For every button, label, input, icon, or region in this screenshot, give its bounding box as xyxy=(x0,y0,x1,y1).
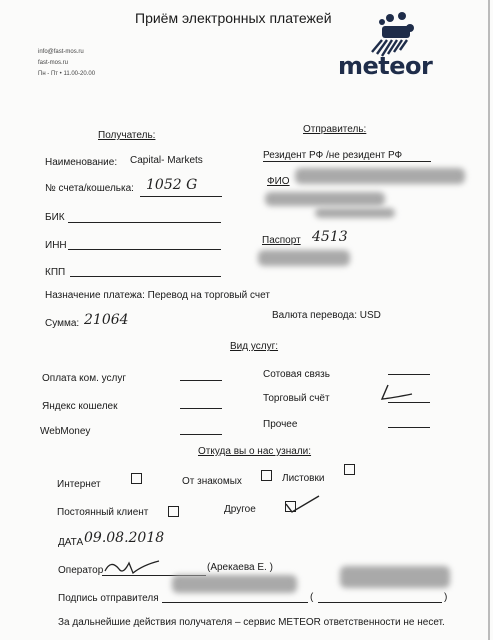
service-other: Прочее xyxy=(263,419,298,430)
sum-label: Сумма: xyxy=(45,318,80,329)
source-other: Другое xyxy=(224,504,256,515)
operator-redaction xyxy=(172,575,297,593)
inn-line xyxy=(68,249,221,250)
signature-redaction xyxy=(340,566,450,588)
source-leaflets: Листовки xyxy=(282,473,325,484)
passport-redaction xyxy=(258,250,350,266)
contact-email: info@fast-mos.ru xyxy=(38,49,84,55)
disclaimer: За дальнейшие действия получателя – сервис METEOR ответственности не несет. xyxy=(58,617,445,628)
passport-label: Паспорт xyxy=(262,235,301,246)
signature-line-2 xyxy=(318,602,442,603)
service-yandex-line xyxy=(180,408,222,409)
account-line xyxy=(140,196,222,197)
signature-paren-close: ) xyxy=(444,592,448,603)
recipient-name-label: Наименование: xyxy=(45,157,118,168)
service-webmoney-line xyxy=(180,434,222,435)
source-internet: Интернет xyxy=(57,479,101,490)
operator-signature-icon xyxy=(103,555,173,577)
friends-checkbox[interactable] xyxy=(261,470,272,481)
fio-redaction xyxy=(295,168,465,184)
sum-value: 21064 xyxy=(84,312,129,328)
service-mobile-line xyxy=(388,374,430,375)
scan-edge xyxy=(488,0,490,640)
kpp-line xyxy=(70,276,221,277)
date-label: ДАТА xyxy=(58,537,84,548)
source-regular: Постоянный клиент xyxy=(57,507,149,518)
internet-checkbox[interactable] xyxy=(131,473,142,484)
bik-line xyxy=(68,222,221,223)
recipient-name-value: Capital- Markets xyxy=(130,155,203,166)
inn-label: ИНН xyxy=(45,240,67,251)
kpp-label: КПП xyxy=(45,267,66,278)
resident-label: Резидент РФ /не резидент РФ xyxy=(263,150,403,161)
meteor-logo-text: meteor xyxy=(338,52,433,80)
account-label: № счета/кошелька: xyxy=(45,183,134,194)
service-mobile: Сотовая связь xyxy=(263,369,330,380)
account-value: 1052 G xyxy=(146,177,198,193)
sender-heading: Отправитель: xyxy=(303,124,367,135)
currency-label: Валюта перевода: USD xyxy=(272,310,381,321)
bik-label: БИК xyxy=(45,212,65,223)
operator-label: Оператор xyxy=(58,565,104,576)
fio-redaction-2 xyxy=(265,192,385,206)
source-heading: Откуда вы о нас узнали: xyxy=(198,446,312,457)
services-heading: Вид услуг: xyxy=(230,341,279,352)
form-title: Приём электронных платежей xyxy=(135,10,332,26)
signature-paren: ( xyxy=(310,592,314,603)
signature-line xyxy=(162,602,308,603)
signature-label: Подпись отправителя xyxy=(58,593,159,604)
service-utilities-line xyxy=(180,380,222,381)
trading-checkmark-icon xyxy=(378,382,418,404)
contact-hours: Пн - Пт • 11.00-20.00 xyxy=(38,71,96,77)
payment-purpose: Назначение платежа: Перевод на торговый счет xyxy=(45,290,270,301)
service-other-line xyxy=(388,427,430,428)
service-trading: Торговый счёт xyxy=(263,393,330,404)
leaflets-checkbox[interactable] xyxy=(344,464,355,475)
contact-site: fast-mos.ru xyxy=(38,60,69,66)
other-checkmark-icon xyxy=(283,494,323,516)
service-utilities: Оплата ком. услуг xyxy=(42,373,127,384)
regular-checkbox[interactable] xyxy=(168,506,179,517)
resident-line xyxy=(263,161,431,162)
date-value: 09.08.2018 xyxy=(84,530,165,546)
source-friends: От знакомых xyxy=(182,476,242,487)
passport-value: 4513 xyxy=(312,229,348,245)
service-webmoney: WebMoney xyxy=(40,426,91,437)
fio-label: ФИО xyxy=(267,176,290,187)
fio-redaction-3 xyxy=(315,208,395,218)
service-yandex: Яндекс кошелек xyxy=(42,401,118,412)
operator-name: (Арекаева Е. ) xyxy=(207,562,273,573)
recipient-heading: Получатель: xyxy=(98,130,156,141)
